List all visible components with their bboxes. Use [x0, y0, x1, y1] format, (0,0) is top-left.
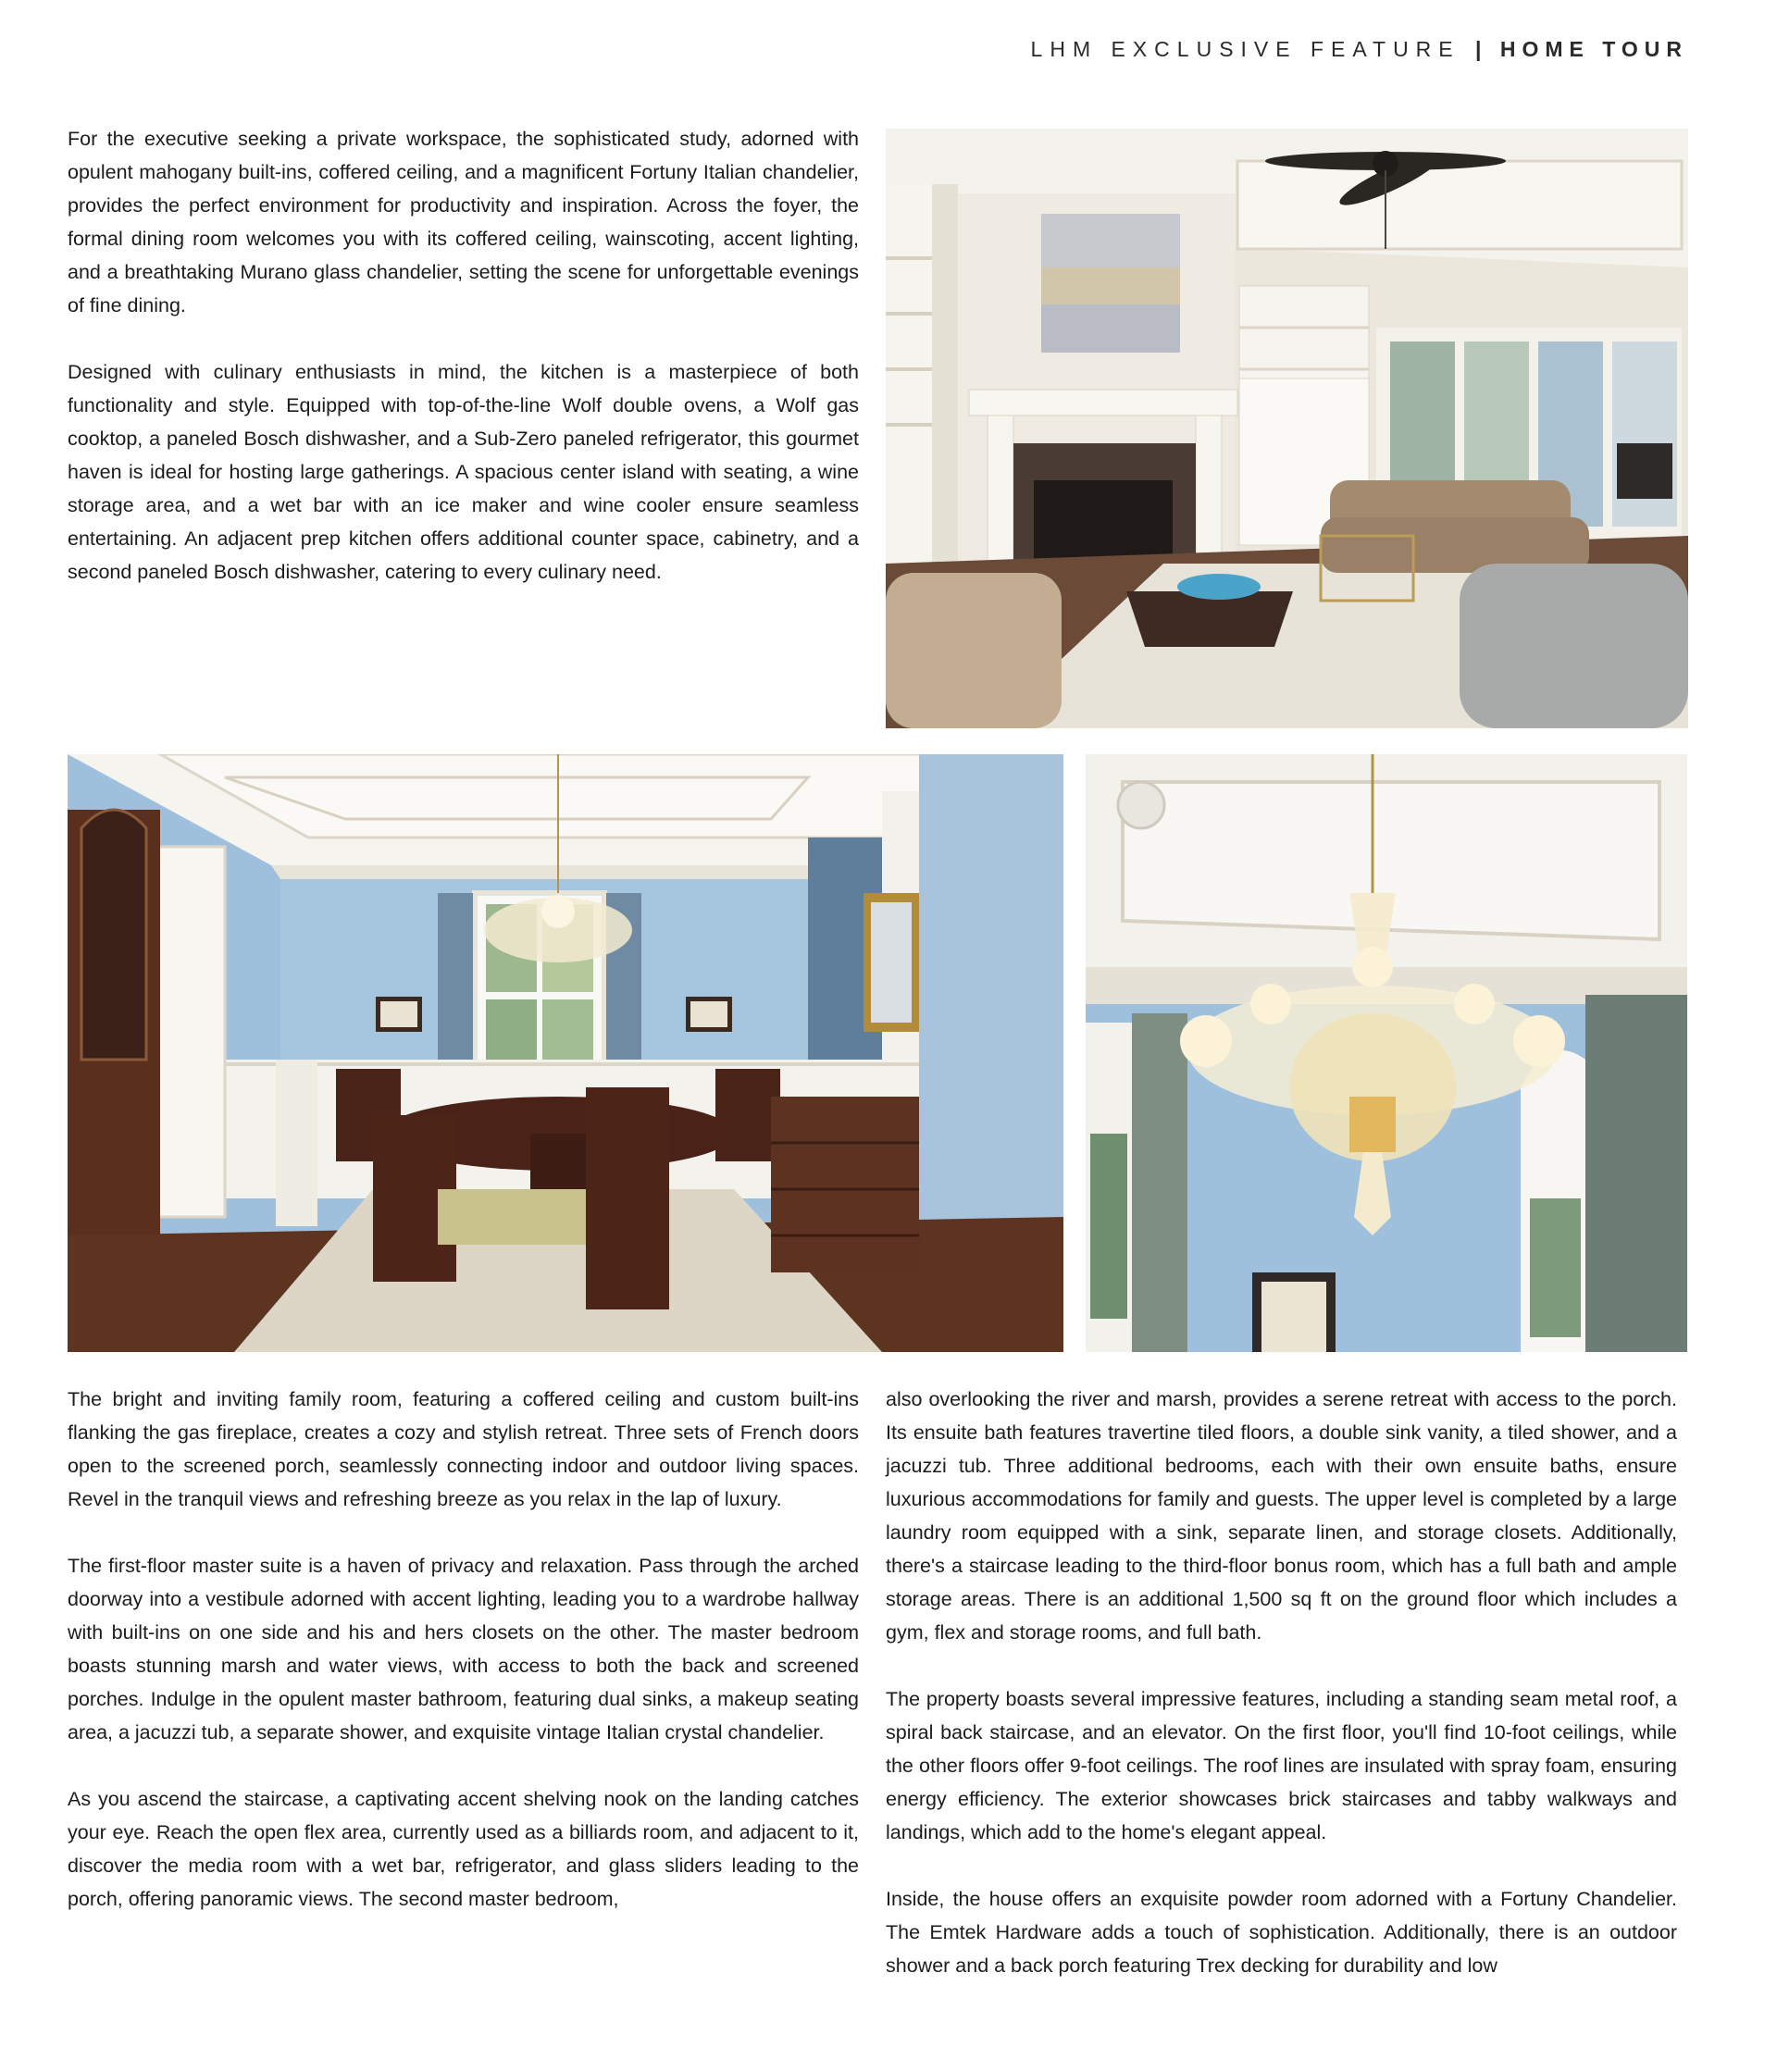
- paragraph: Inside, the house offers an exquisite powder room adorned with a Fortuny Chandelier. The Emtek Hardware adds a touch of sophistication. Additionally, there is an outdoor shower and a back porch featuring Trex decking for durability and low: [886, 1888, 1677, 1977]
- header-separator: |: [1475, 37, 1482, 61]
- right-text-column: [886, 1383, 1677, 1982]
- chandelier-photo: [1086, 754, 1687, 1352]
- page-header: [1031, 37, 1688, 62]
- paragraph: For the executive seeking a private workspace, the sophisticated study, adorned with opulent mahogany built-ins, coffered ceiling, and a magnificent Fortuny Italian chandelier, provides the perfect environment for productivity and inspiration. Across the foyer, the formal dining room welcomes you with its coffered ceiling, wainscoting, accent lighting, and a breathtaking Murano glass chandelier, setting the scene for unforgettable evenings of fine dining.: [68, 128, 859, 316]
- paragraph: As you ascend the staircase, a captivating accent shelving nook on the landing catches your eye. Reach the open flex area, currently used as a billiards room, and adjacent to it, discover the media room with a wet bar, refrigerator, and glass sliders leading to the porch, offering panoramic views. The second master bedroom,: [68, 1788, 859, 1910]
- section-label: HOME TOUR: [1499, 37, 1688, 61]
- paragraph: Designed with culinary enthusiasts in mind, the kitchen is a masterpiece of both functionality and style. Equipped with top-of-the-line Wolf double ovens, a Wolf gas cooktop, a paneled Bosch dishwasher, and a Sub-Zero paneled refrigerator, this gourmet haven is ideal for hosting large gatherings. A spacious center island with seating, a wine storage area, and a wet bar with an ice maker and wine cooler ensure seamless entertaining. An adjacent prep kitchen offers additional counter space, cabinetry, and a second paneled Bosch dishwasher, catering to every culinary need.: [68, 361, 859, 583]
- family-room-photo: [886, 129, 1688, 728]
- dining-room-photo: [68, 754, 1063, 1352]
- paragraph: The bright and inviting family room, featuring a coffered ceiling and custom built-ins flanking the gas fireplace, creates a cozy and stylish retreat. Three sets of French doors open to the screened porch, seamlessly connecting indoor and outdoor living spaces. Revel in the tranquil views and refreshing breeze as you relax in the lap of luxury.: [68, 1388, 859, 1510]
- left-text-column: [68, 1383, 859, 1916]
- feature-label: LHM EXCLUSIVE FEATURE: [1030, 37, 1460, 61]
- paragraph: The first-floor master suite is a haven of privacy and relaxation. Pass through the arched doorway into a vestibule adorned with accent lighting, leading you to a wardrobe hallway with built-ins on one side and his and hers closets on the other. The master bedroom boasts stunning marsh and water views, with access to both the back and screened porches. Indulge in the opulent master bathroom, featuring dual sinks, a makeup seating area, a jacuzzi tub, a separate shower, and exquisite vintage Italian crystal chandelier.: [68, 1555, 859, 1743]
- intro-text: [68, 122, 859, 589]
- paragraph: The property boasts several impressive features, including a standing seam metal roof, a spiral back staircase, and an elevator. On the first floor, you'll find 10-foot ceilings, while the other floors offer 9-foot ceilings. The roof lines are insulated with spray foam, ensuring energy efficiency. The exterior showcases brick staircases and tabby walkways and landings, which add to the home's elegant appeal.: [886, 1688, 1677, 1843]
- paragraph: also overlooking the river and marsh, provides a serene retreat with access to the porch. Its ensuite bath features travertine tiled floors, a double sink vanity, a tiled shower, and a jacuzzi tub. Three additional bedrooms, each with their own ensuite baths, ensure luxurious accommodations for family and guests. The upper level is completed by a large laundry room equipped with a sink, separate linen, and storage closets. Additionally, there's a staircase leading to the third-floor bonus room, which has a full bath and ample storage areas. There is an additional 1,500 sq ft on the ground floor which includes a gym, flex and storage rooms, and full bath.: [886, 1388, 1677, 1644]
